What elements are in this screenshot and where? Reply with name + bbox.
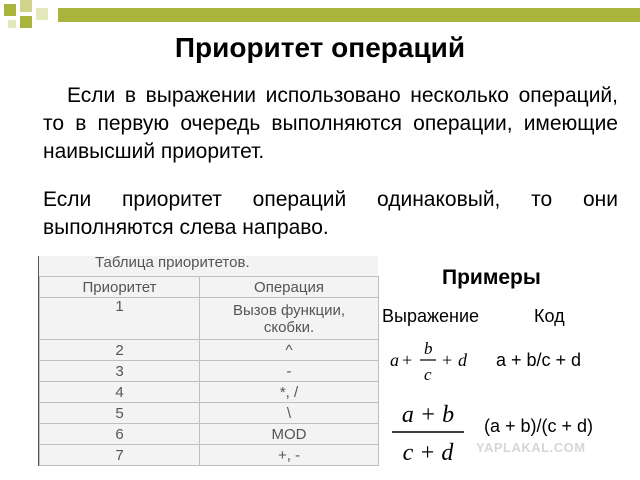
examples-expression-header: Выражение — [382, 306, 480, 326]
code-example-2: (a + b)/(c + d) — [484, 416, 594, 436]
table-row — [40, 340, 379, 361]
formula-1-plus-1: + — [402, 350, 413, 370]
formula-1-a: a — [390, 350, 399, 370]
table-row — [40, 382, 379, 403]
header-operation: Операция — [200, 277, 379, 298]
examples-title: Примеры — [442, 266, 541, 289]
priority-cell: 7 — [40, 445, 200, 466]
priority-cell: 2 — [40, 340, 200, 361]
priority-cell: 1 — [40, 298, 200, 340]
formula-2-numerator: a + b — [401, 402, 455, 428]
operation-cell: *, / — [200, 382, 379, 403]
formula-1-d: d — [458, 350, 467, 370]
priority-cell: 5 — [40, 403, 200, 424]
table-row — [40, 424, 379, 445]
examples-code-header: Код — [534, 306, 565, 326]
header-priority: Приоритет — [40, 277, 200, 298]
table-row — [40, 445, 379, 466]
table-header-row — [40, 277, 379, 298]
formula-1-plus-2: + — [442, 350, 453, 370]
watermark: YAPLAKAL.COM — [476, 440, 586, 455]
priority-cell: 6 — [40, 424, 200, 445]
operation-cell: ^ — [200, 340, 379, 361]
formula-2 — [388, 396, 468, 468]
paragraph-priority-rule: Если в выражении использовано несколько операций, то в первую очередь выполняются операции, имеющие наивысший приоритет. — [43, 84, 618, 163]
priority-table — [39, 276, 379, 466]
code-example-1: a + b/c + d — [496, 350, 582, 370]
priority-cell: 4 — [40, 382, 200, 403]
operation-cell: MOD — [200, 424, 379, 445]
table-row — [40, 403, 379, 424]
operation-cell: +, - — [200, 445, 379, 466]
operation-cell: \ — [200, 403, 379, 424]
formula-1 — [388, 336, 476, 386]
table-row — [40, 361, 379, 382]
priority-cell: 3 — [40, 361, 200, 382]
priority-table-image — [38, 256, 378, 466]
formula-1-numerator: b — [424, 339, 433, 358]
paragraph-equal-priority: Если приоритет операций одинаковый, то они выполняются слева направо. — [43, 188, 618, 239]
page-title: Приоритет операций — [174, 32, 466, 63]
table-row — [40, 298, 379, 340]
operation-cell: - — [200, 361, 379, 382]
table-caption: Таблица приоритетов. — [95, 254, 250, 271]
formula-2-denominator: c + d — [402, 440, 454, 466]
formula-1-denominator: c — [424, 365, 432, 384]
decorative-header — [0, 0, 640, 30]
operation-cell: Вызов функции, скобки. — [200, 298, 379, 340]
